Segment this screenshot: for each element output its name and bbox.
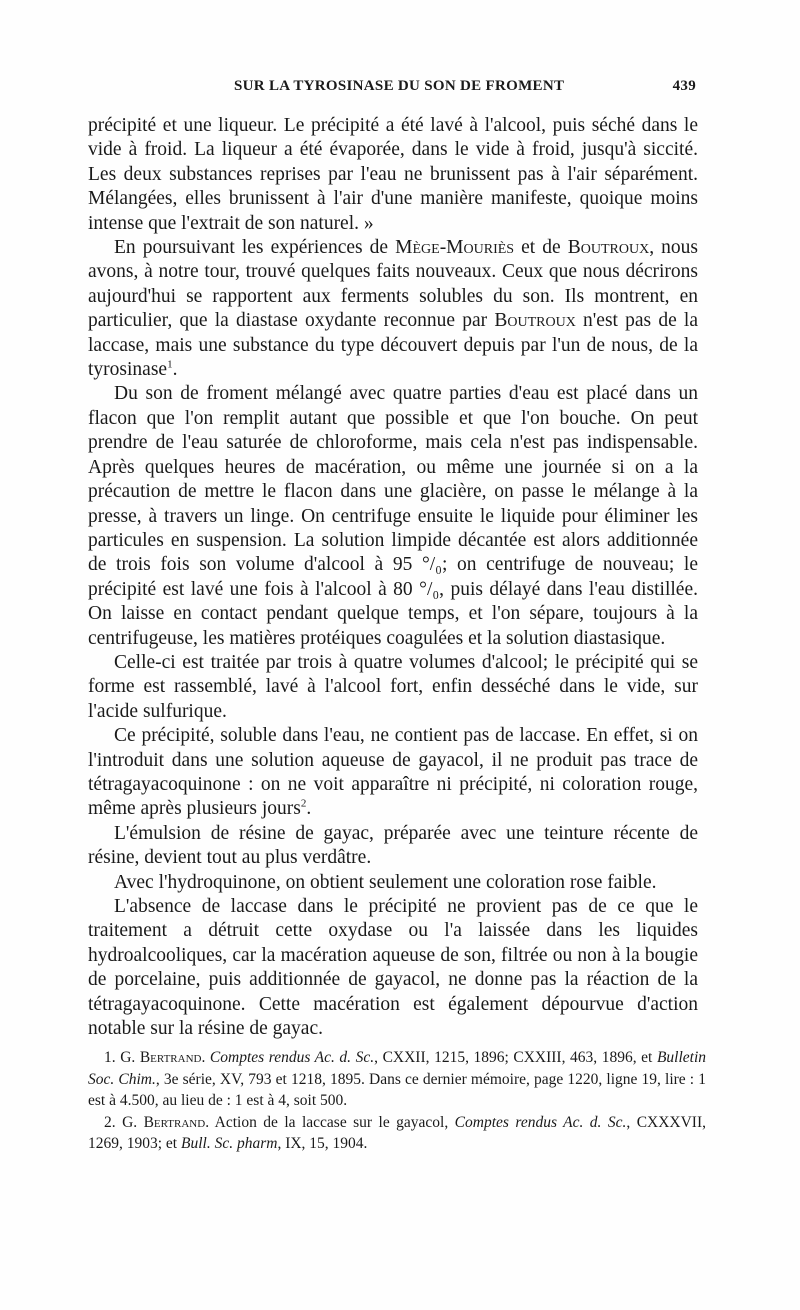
text-run: , CXXXVII, 1269, 1903; et (88, 1113, 706, 1152)
body-text (88, 114, 698, 1041)
text-run: , 3e série, XV, 793 et 1218, 1895. Dans ce dernier mémoire, page 1220, ligne 19, lire : 1 est à 4.500, au lieu de : 1 est à 4, soit 500. (88, 1070, 706, 1109)
footnote-1 (88, 1047, 706, 1112)
paragraph: L'émulsion de résine de gayac, préparée avec une teinture récente de résine, devient tout au plus verdâtre. (88, 822, 698, 869)
text-run: . (172, 359, 178, 381)
percent-sign: °/₀ (419, 578, 440, 600)
text-run: n'est pas de la laccase, mais une substance du type découvert depuis par l'un de nous, de la tyrosinase (88, 310, 698, 381)
page-number: 439 (672, 78, 696, 94)
paragraph: Avec l'hydroquinone, on obtient seulement une coloration rose faible. (114, 871, 657, 893)
journal-title: Bull. Sc. pharm (181, 1135, 278, 1152)
footnote-2 (88, 1112, 706, 1155)
paragraph (88, 236, 698, 382)
paragraph (88, 382, 698, 650)
author-name: Boutroux (567, 237, 650, 259)
footnote-author: G. Bertrand. (120, 1049, 206, 1066)
text-run: Du son de froment mélangé avec quatre parties d'eau est placé dans un flacon que l'on remplit autant que possible et que l'on bouche. On peut prendre de l'eau saturée de chloroforme, mais cela n'est pas indispensable. Après quelques heures de macération, ou même une journée si on a la précaution de mettre le flacon dans une glacière, on passe le mélange à la presse, à travers un linge. On centrifuge ensuite le liquide pour éliminer les particules en suspension. La solution limpide décantée est alors additionnée de trois fois son volume d'alcool à 95 (88, 383, 698, 576)
text-run: . (306, 798, 312, 820)
paragraph: précipité et une liqueur. Le précipité a été lavé à l'alcool, puis séché dans le vide à froid. La liqueur a été évaporée, dans le vide à froid, jusqu'à siccité. Les deux substances reprises par l'eau ne brunissent pas à l'air séparément. Mélangées, elles brunissent à l'air d'une manière manifeste, quoique moins intense que l'extrait de son naturel. » (88, 115, 698, 234)
footnote-number: 2. (104, 1113, 116, 1131)
paragraph: L'absence de laccase dans le précipité ne provient pas de ce que le traitement a détruit cette oxydase ou l'a laissée dans les liquides hydroalcooliques, car la macération aqueuse de son, filtrée ou non à la bougie de porcelaine, puis additionnée de gayacol, ne donne pas la réaction de la tétragayacoquinone. Cette macération est également dépourvue d'action notable sur la résine de gayac. (88, 896, 698, 1040)
journal-title: Comptes rendus Ac. d. Sc. (209, 1049, 375, 1066)
text-run: , CXXII, 1215, 1896; CXXIII, 463, 1896, et (374, 1049, 657, 1066)
footnote-ref: 1 (167, 358, 173, 371)
text-run: Ce précipité, soluble dans l'eau, ne contient pas de laccase. En effet, si on l'introduit dans une solution aqueuse de gayacol, il ne produit pas trace de tétragayacoquinone : on ne voit apparaître ni précipité, ni coloration rouge, même après plusieurs jours (88, 725, 698, 820)
text-run: En poursuivant les expériences de (114, 237, 396, 259)
percent-sign: °/₀ (421, 554, 442, 576)
running-title: SUR LA TYROSINASE DU SON DE FROMENT (234, 78, 565, 94)
author-name: Mège-Mouriès (395, 237, 515, 259)
text-run: , puis délayé dans l'eau distillée. On laisse en contact pendant quelque temps, et l'on sépare, toujours à la centrifugeuse, les matières protéiques coagulées et la solution diastasique. (88, 578, 698, 649)
journal-title: Bulletin Soc. Chim. (88, 1049, 707, 1088)
journal-title: Comptes rendus Ac. d. Sc. (454, 1113, 627, 1131)
footnotes (88, 1047, 706, 1155)
paragraph: Celle-ci est traitée par trois à quatre volumes d'alcool; le précipité qui se forme est rassemblé, lavé à l'alcool fort, enfin desséché dans le vide, sur l'acide sulfurique. (88, 651, 698, 722)
text-run: et de (514, 237, 568, 259)
text-run: Action de la laccase sur le gayacol, (209, 1113, 455, 1131)
footnote-number: 1. (104, 1049, 116, 1066)
footnote-ref: 2 (300, 797, 307, 810)
paragraph (88, 724, 698, 822)
footnote-author: G. Bertrand. (122, 1113, 210, 1131)
text-run: , IX, 15, 1904. (277, 1135, 368, 1152)
author-name: Boutroux (494, 310, 576, 332)
text-run: , nous avons, à notre tour, trouvé quelques faits nouveaux. Ceux que nous décrirons aujourd'hui se rapportent aux ferments solubles du son. Ils montrent, en particulier, que la diastase oxydante reconnue par (88, 237, 698, 332)
text-run: ; on centrifuge de nouveau; le précipité est lavé une fois à l'alcool à 80 (88, 554, 698, 600)
